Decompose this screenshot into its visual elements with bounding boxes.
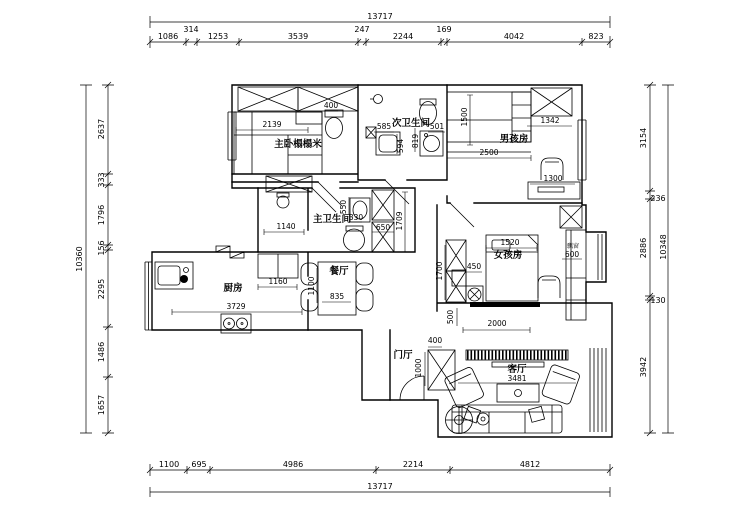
dim-right-overall: 10348 [659,234,668,260]
dim-living-tv-wall: 3481 [507,374,527,383]
dim-dining-table-l: 1100 [307,276,316,296]
dim-left-seg4: 156 [97,240,106,256]
master-toilet-icon [325,110,343,139]
dimension-lines [80,16,674,497]
room-label-girl: 女孩房 [493,250,523,261]
dim-bath1-depth: 1709 [395,211,404,231]
dim-dining-table-w: 835 [329,292,345,301]
bath1-pedestal-sink-icon [277,196,289,208]
dim-top-overall: 13717 [367,12,393,21]
dim-bottom-seg2: 695 [191,460,207,469]
dim-bath2-sink-w: 585 [376,122,392,131]
dim-left-seg1: 2637 [97,118,106,140]
room-label-bay-window: 飘窗 [566,243,580,250]
kitchen-cabinet [258,254,298,278]
dim-girl-win-w: 2000 [487,319,507,328]
kitchen-sliding-door [216,246,244,258]
dim-top-seg3: 1253 [207,32,229,41]
room-label-master: 主卧榻榻米 [274,139,322,150]
dim-girl-bed-w: 1520 [500,238,520,247]
dim-top-seg5: 247 [354,25,370,34]
dim-master-tatami: 2139 [262,120,282,129]
bay-window-glazing [598,234,602,280]
room-label-boy: 男孩房 [499,134,529,145]
dim-boy-bed-l: 2500 [479,148,499,157]
dim-foyer-cab-w: 400 [427,336,443,345]
dim-bath1-sink-w: 330 [348,213,364,222]
room-label-kitchen: 厨房 [223,283,243,294]
dim-top-seg7: 169 [436,25,452,34]
living-curtain [590,348,606,432]
dim-bottom-seg5: 4812 [519,460,541,469]
room-label-foyer: 门厅 [393,350,413,361]
room-label-bath2: 次卫生间 [391,118,431,129]
dim-top-seg2: 314 [183,25,199,34]
dim-bottom-seg3: 4986 [282,460,304,469]
entry-door [400,376,424,400]
room-label-dining: 餐厅 [329,266,349,277]
girl-chair-icon [538,276,560,298]
round-side-table-icon [446,407,473,434]
dim-left-seg5: 2295 [97,278,106,300]
kitchen-sink-icon [155,262,193,289]
dim-top-seg1: 1086 [157,32,179,41]
dim-top-seg9: 823 [588,32,604,41]
master-window [228,112,236,160]
girl-door [450,203,474,227]
dim-top-seg8: 4042 [503,32,525,41]
bath1-door [312,188,336,212]
dim-foyer-cab-h: 1000 [414,358,423,378]
dim-boy-desk: 1300 [543,174,563,183]
boy-wardrobe-x [531,88,572,116]
dim-right-seg5: 3942 [639,356,648,378]
dim-left-seg2: 333 [97,172,106,188]
dim-bath1-room: 1140 [276,222,296,231]
outer-wall [152,85,612,437]
room-label-living: 客厅 [507,364,527,375]
dim-left-overall: 10360 [75,246,84,272]
dim-bottom-seg4: 2214 [402,460,424,469]
dim-bottom-overall: 13717 [367,482,393,491]
dim-right-seg1: 3154 [639,127,648,149]
dim-boy-wardrobe: 1342 [540,116,560,125]
dim-left-seg3: 1796 [97,204,106,226]
bath1-toilet-icon [344,229,365,251]
dim-right-seg2: 236 [650,194,666,203]
dim-girl-cab: 450 [466,262,482,271]
dim-bath2-depth: 819 [411,133,420,149]
dim-left-seg6: 1486 [97,341,106,363]
dim-left-seg7: 1657 [97,394,106,416]
dim-boy-bed-w: 1500 [460,107,469,127]
dim-top-seg6: 2244 [392,32,414,41]
dining-chair-icon [356,289,373,311]
dim-kitchen-width: 3729 [226,302,246,311]
dim-bath2-sink-d: 594 [396,138,405,154]
girl-ac-unit-icon [452,270,483,303]
armchair-left-icon [444,366,485,409]
girl-wardrobe-x [446,240,466,302]
washing-machine-icon [420,131,443,156]
coffee-table [497,384,539,402]
dim-girl-bay-w: 600 [564,250,580,259]
master-cabinet-x [266,176,312,192]
dining-chair-icon [356,263,373,285]
dim-girl-wardrobe: 1700 [435,261,444,281]
sofa [452,405,562,433]
dim-kitchen-cab: 1160 [268,277,288,286]
walls [152,85,612,437]
dim-master-fixture: 400 [323,101,339,110]
kitchen-window [145,262,152,330]
armchair-right-icon [541,364,580,405]
dim-right-seg3: 2886 [639,237,648,259]
room-label-bath1: 主卫生间 [312,214,352,225]
dim-right-seg4: 130 [650,296,666,305]
dim-top-seg4: 3539 [287,32,309,41]
dim-bath1-sink-d: 550 [339,199,348,215]
dim-bath2-side: 501 [429,122,445,131]
master-wardrobe [238,87,358,111]
dim-bath1-shaft: 650 [375,223,391,232]
dim-girl-win-off: 500 [446,309,455,325]
dim-bottom-seg1: 1100 [158,460,180,469]
shoe-cabinet-x [428,350,455,390]
